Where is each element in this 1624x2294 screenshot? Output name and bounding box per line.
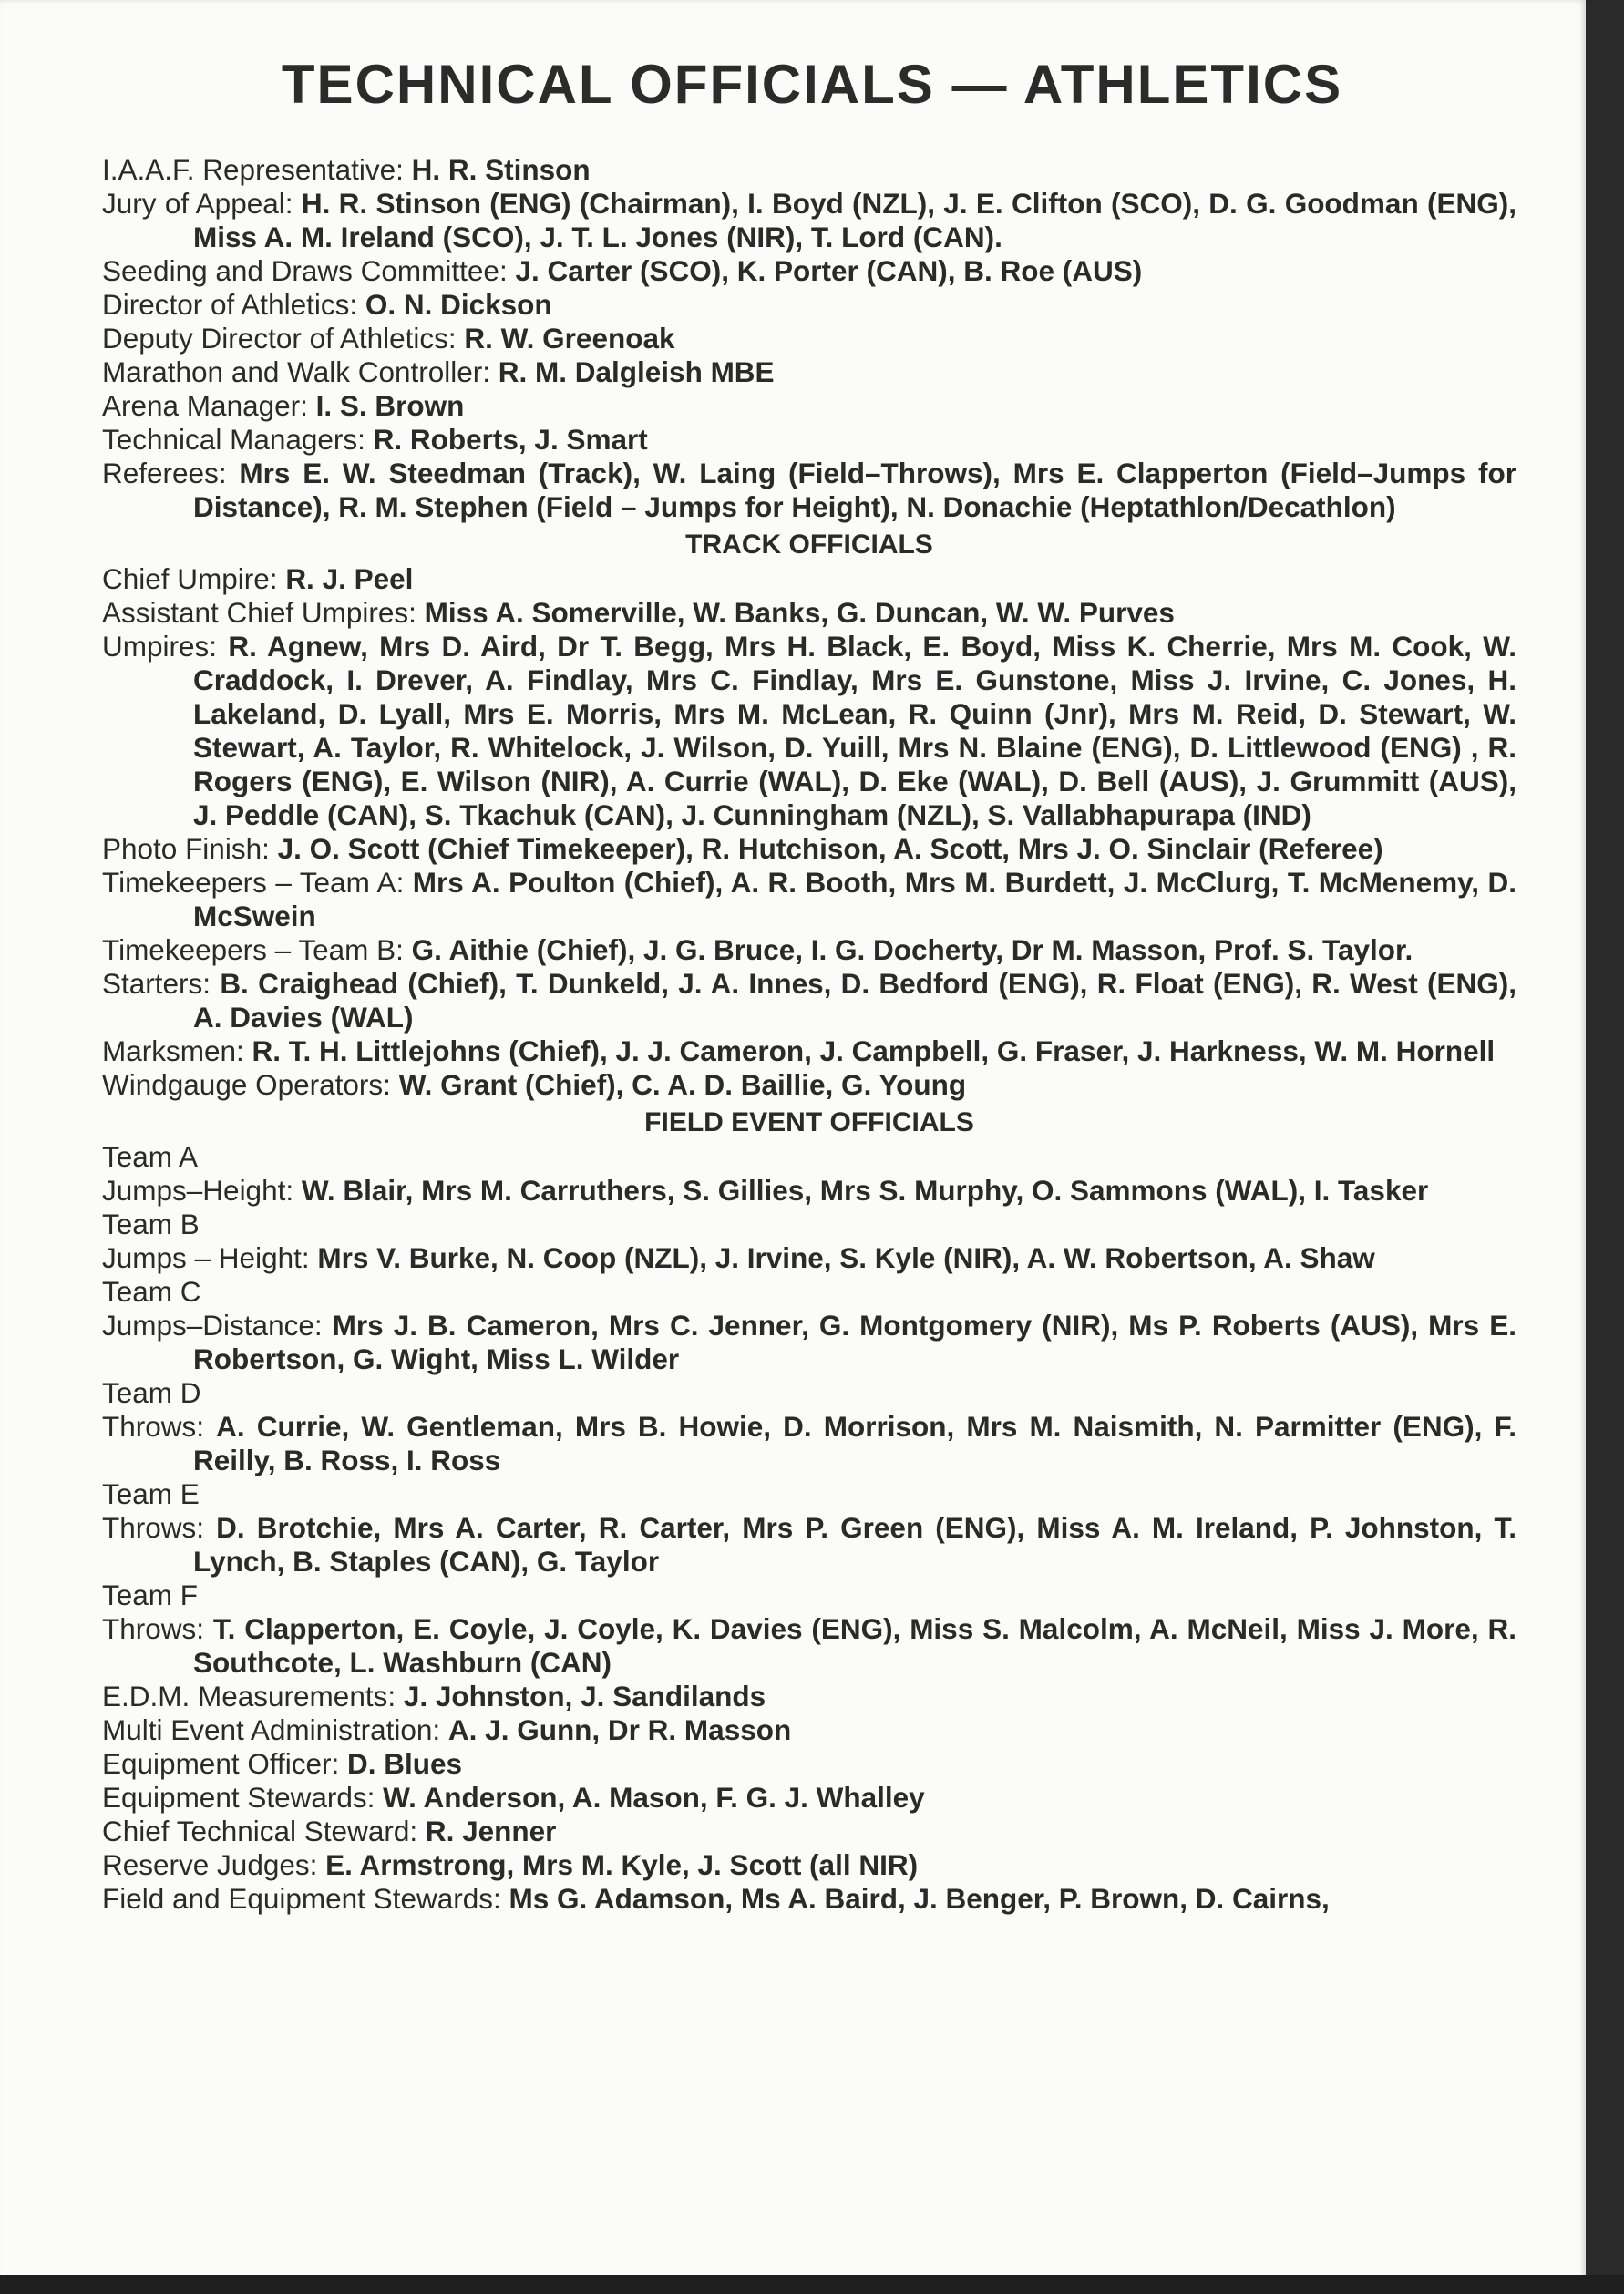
- official-entry: [102, 1882, 1516, 1916]
- role-label: Umpires:: [102, 630, 229, 663]
- official-entry: [102, 1241, 1516, 1275]
- official-entry: [102, 457, 1516, 524]
- official-names: Mrs E. W. Steedman (Track), W. Laing (Field–Throws), Mrs E. Clapperton (Field–Jumps for Distance), R. M. Stephen (Field – Jumps for Height), N. Donachie (Heptathlon/Decathlon): [193, 457, 1516, 523]
- official-names: J. Johnston, J. Sandilands: [403, 1680, 766, 1713]
- role-label: Chief Technical Steward:: [102, 1815, 426, 1847]
- team-label: Team B: [102, 1208, 200, 1240]
- official-names: H. R. Stinson: [411, 153, 591, 186]
- role-label: E.D.M. Measurements:: [102, 1680, 404, 1713]
- official-entry: [102, 1848, 1516, 1882]
- official-entry: [102, 630, 1516, 832]
- official-entry: [102, 1815, 1516, 1848]
- role-label: Throws:: [102, 1612, 213, 1645]
- official-entry: [102, 423, 1516, 457]
- official-entry: [102, 1174, 1516, 1208]
- official-names: E. Armstrong, Mrs M. Kyle, J. Scott (all NIR): [325, 1848, 919, 1881]
- official-names: R. W. Greenoak: [464, 322, 675, 355]
- role-label: Marksmen:: [102, 1034, 252, 1067]
- role-label: Timekeepers – Team A:: [102, 866, 413, 899]
- official-entry: [102, 355, 1516, 389]
- official-names: D. Blues: [347, 1747, 463, 1780]
- official-entry: [102, 1680, 1516, 1713]
- official-entry: [102, 1034, 1516, 1068]
- official-entry: [102, 933, 1516, 967]
- official-entry: [102, 1511, 1516, 1579]
- official-names: Mrs J. B. Cameron, Mrs C. Jenner, G. Montgomery (NIR), Ms P. Roberts (AUS), Mrs E. Robertson, G. Wight, Miss L. Wilder: [193, 1309, 1516, 1375]
- field-officials: [102, 1140, 1516, 1680]
- team-label: Team F: [102, 1579, 199, 1611]
- role-label: Deputy Director of Athletics:: [102, 322, 465, 355]
- role-label: Field and Equipment Stewards:: [102, 1882, 509, 1915]
- role-label: Director of Athletics:: [102, 288, 365, 321]
- official-names: H. R. Stinson (ENG) (Chairman), I. Boyd (NZL), J. E. Clifton (SCO), D. G. Goodman (ENG), Miss A. M. Ireland (SCO), J. T. L. Jones (NIR), T. Lord (CAN).: [193, 187, 1516, 253]
- official-names: W. Blair, Mrs M. Carruthers, S. Gillies, Mrs S. Murphy, O. Sammons (WAL), I. Tasker: [301, 1174, 1429, 1207]
- role-label: Equipment Stewards:: [102, 1781, 384, 1814]
- official-names: D. Brotchie, Mrs A. Carter, R. Carter, Mrs P. Green (ENG), Miss A. M. Ireland, P. Johnston, T. Lynch, B. Staples (CAN), G. Taylor: [193, 1511, 1516, 1578]
- official-entry: [102, 1747, 1516, 1781]
- official-names: R. M. Dalgleish MBE: [498, 355, 775, 388]
- official-names: J. Carter (SCO), K. Porter (CAN), B. Roe (AUS): [515, 254, 1143, 287]
- official-names: Ms G. Adamson, Ms A. Baird, J. Benger, P. Brown, D. Cairns,: [509, 1882, 1330, 1915]
- track-officials-heading: TRACK OFFICIALS: [685, 530, 933, 560]
- role-label: Arena Manager:: [102, 389, 316, 422]
- official-names: J. O. Scott (Chief Timekeeper), R. Hutchison, A. Scott, Mrs J. O. Sinclair (Referee): [277, 832, 1383, 865]
- role-label: Jumps–Distance:: [102, 1309, 333, 1342]
- official-entry: [102, 1781, 1516, 1815]
- role-label: Starters:: [102, 967, 221, 1000]
- role-label: Chief Umpire:: [102, 562, 286, 595]
- official-names: Miss A. Somerville, W. Banks, G. Duncan, W. W. Purves: [424, 596, 1175, 629]
- official-names: R. Roberts, J. Smart: [373, 423, 648, 456]
- official-entry: [102, 596, 1516, 630]
- official-names: O. N. Dickson: [365, 288, 552, 321]
- official-entry: [102, 1612, 1516, 1680]
- role-label: Seeding and Draws Committee:: [102, 254, 516, 287]
- role-label: Windgauge Operators:: [102, 1068, 399, 1101]
- track-officials: [102, 562, 1516, 1102]
- role-label: Technical Managers:: [102, 423, 374, 456]
- role-label: Throws:: [102, 1410, 217, 1443]
- official-names: G. Aithie (Chief), J. G. Bruce, I. G. Docherty, Dr M. Masson, Prof. S. Taylor.: [411, 933, 1413, 966]
- official-entry: [102, 1713, 1516, 1747]
- team-label: Team D: [102, 1376, 201, 1409]
- official-entry: [102, 866, 1516, 933]
- official-entry: [102, 1068, 1516, 1102]
- team-label: Team C: [102, 1275, 201, 1308]
- team-label: Team E: [102, 1477, 200, 1510]
- role-label: Equipment Officer:: [102, 1747, 348, 1780]
- official-names: T. Clapperton, E. Coyle, J. Coyle, K. Davies (ENG), Miss S. Malcolm, A. McNeil, Miss J. More, R. Southcote, L. Washburn (CAN): [193, 1612, 1516, 1679]
- official-entry: [102, 562, 1516, 596]
- role-label: Multi Event Administration:: [102, 1713, 448, 1746]
- role-label: Assistant Chief Umpires:: [102, 596, 425, 629]
- official-entry: [102, 832, 1516, 866]
- role-label: Jumps – Height:: [102, 1241, 318, 1274]
- page-bottom-edge: [0, 2275, 1624, 2294]
- official-entry: [102, 1410, 1516, 1477]
- role-label: Throws:: [102, 1511, 217, 1544]
- role-label: Photo Finish:: [102, 832, 278, 865]
- field-officials-heading: FIELD EVENT OFFICIALS: [644, 1107, 974, 1137]
- official-names: B. Craighead (Chief), T. Dunkeld, J. A. Innes, D. Bedford (ENG), R. Float (ENG), R. West (ENG), A. Davies (WAL): [193, 967, 1516, 1034]
- role-label: I.A.A.F. Representative:: [102, 153, 412, 186]
- official-names: I. S. Brown: [315, 389, 465, 422]
- page-title: TECHNICAL OFFICIALS — ATHLETICS: [281, 54, 1343, 115]
- official-entry: [102, 288, 1516, 322]
- official-entry: [102, 254, 1516, 288]
- role-label: Jury of Appeal:: [102, 187, 302, 220]
- official-names: A. Currie, W. Gentleman, Mrs B. Howie, D. Morrison, Mrs M. Naismith, N. Parmitter (ENG), F. Reilly, B. Ross, I. Ross: [193, 1410, 1516, 1476]
- official-names: R. Agnew, Mrs D. Aird, Dr T. Begg, Mrs H. Black, E. Boyd, Miss K. Cherrie, Mrs M. Cook, W. Craddock, I. Drever, A. Findlay, Mrs C. Findlay, Mrs E. Gunstone, Miss J. Irvine, C. Jones, H. Lakeland, D. Lyall, Mrs E. Morris, Mrs M. McLean, R. Quinn (Jnr), Mrs M. Reid, D. Stewart, W. Stewart, A. Taylor, R. Whitelock, J. Wilson, D. Yuill, Mrs N. Blaine (ENG), D. Littlewood (ENG) , R. Rogers (ENG), E. Wilson (NIR), A. Currie (WAL), D. Eke (WAL), D. Bell (AUS), J. Grummitt (AUS), J. Peddle (CAN), S. Tkachuk (CAN), J. Cunningham (NZL), S. Vallabhapurapa (IND): [193, 630, 1516, 831]
- official-entry: [102, 389, 1516, 423]
- role-label: Timekeepers – Team B:: [102, 933, 412, 966]
- official-entry: [102, 1309, 1516, 1376]
- general-officials: [102, 153, 1516, 524]
- official-names: W. Grant (Chief), C. A. D. Baillie, G. Young: [398, 1068, 967, 1101]
- official-names: R. T. H. Littlejohns (Chief), J. J. Cameron, J. Campbell, G. Fraser, J. Harkness, W. M. Hornell: [252, 1034, 1496, 1067]
- official-entry: [102, 322, 1516, 355]
- role-label: Jumps–Height:: [102, 1174, 302, 1207]
- official-names: W. Anderson, A. Mason, F. G. J. Whalley: [383, 1781, 925, 1814]
- official-names: Mrs A. Poulton (Chief), A. R. Booth, Mrs M. Burdett, J. McClurg, T. McMenemy, D. McSwein: [193, 866, 1517, 932]
- official-names: R. J. Peel: [285, 562, 414, 595]
- role-label: Reserve Judges:: [102, 1848, 326, 1881]
- official-entry: [102, 187, 1516, 254]
- role-label: Referees:: [102, 457, 240, 489]
- official-names: Mrs V. Burke, N. Coop (NZL), J. Irvine, S. Kyle (NIR), A. W. Robertson, A. Shaw: [317, 1241, 1375, 1274]
- other-officials: [102, 1680, 1516, 1916]
- official-names: A. J. Gunn, Dr R. Masson: [447, 1713, 792, 1746]
- role-label: Marathon and Walk Controller:: [102, 355, 499, 388]
- team-label: Team A: [102, 1140, 199, 1173]
- officials-list: [102, 153, 1516, 1916]
- official-entry: [102, 967, 1516, 1034]
- official-entry: [102, 153, 1516, 187]
- official-names: R. Jenner: [425, 1815, 557, 1847]
